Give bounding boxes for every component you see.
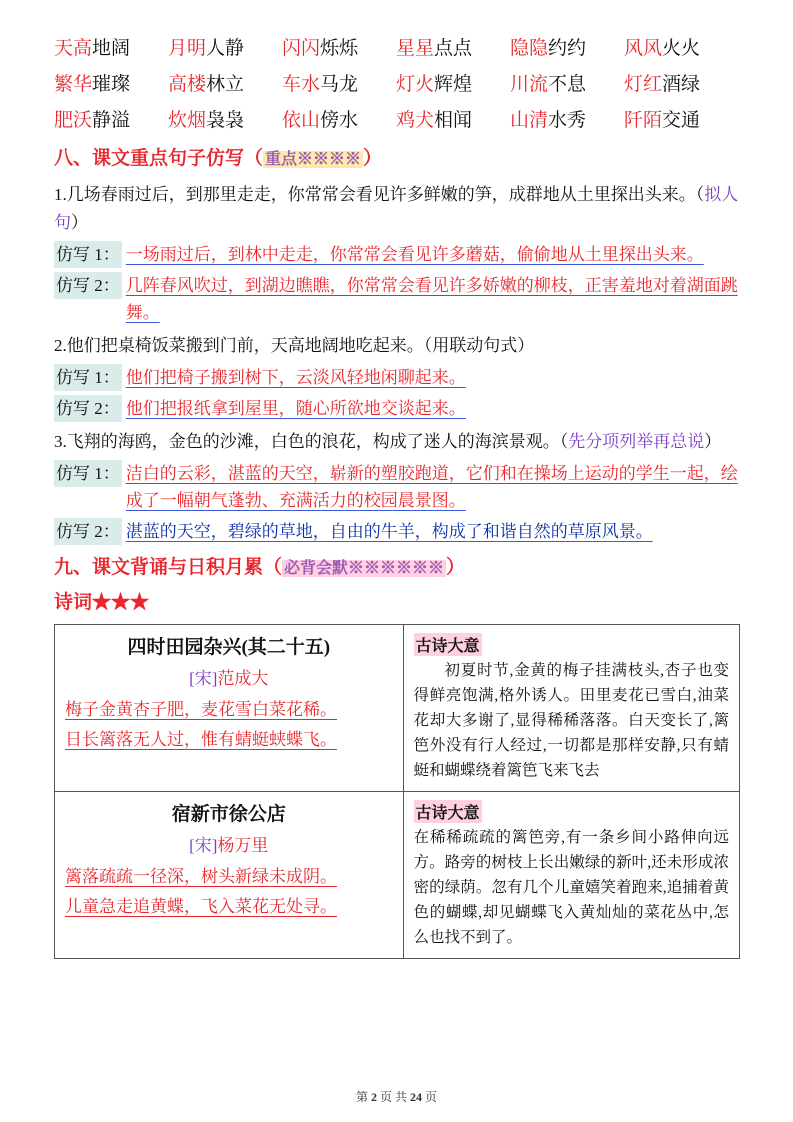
page-footer — [0, 1088, 793, 1105]
section-8-heading-text: 八、课文重点句子仿写（ — [54, 148, 264, 169]
poem-line: 儿童急走追黄蝶，飞入菜花无处寻。 — [65, 897, 337, 916]
section-9-heading-text: 九、课文背诵与日积月累（ — [54, 557, 283, 578]
poem-line: 篱落疏疏一径深，树头新绿未成阴。 — [65, 867, 337, 886]
idiom-item: 隐隐约约 — [510, 38, 587, 59]
exercise-prompt — [54, 181, 740, 237]
poem-table — [54, 624, 740, 959]
poem-author — [65, 665, 393, 693]
poem-cell — [55, 792, 404, 959]
idiom-item: 闪闪烁烁 — [282, 38, 359, 59]
poem-line: 梅子金黄杏子肥，麦花雪白菜花稀。 — [65, 700, 337, 719]
exercise-prompt — [54, 428, 740, 456]
section-8-heading-tag: 重点※※※※ — [265, 151, 362, 168]
footer-prefix: 第 — [355, 1090, 368, 1104]
idiom-item: 繁华璀璨 — [54, 74, 131, 95]
answer-text: 一场雨过后，到林中走走，你常常会看见许多蘑菇，偷偷地从土里探出头来。 — [125, 245, 704, 264]
idiom-item: 鸡犬相闻 — [396, 110, 473, 131]
idiom-item: 天高地阔 — [54, 38, 131, 59]
section-9-heading-suffix: ） — [446, 557, 466, 578]
poem-author — [65, 832, 393, 860]
meaning-title: 古诗大意 — [414, 633, 482, 656]
exercise-prompt — [54, 332, 740, 360]
prompt-type: 拟人句 — [54, 185, 739, 232]
poem-cell — [55, 625, 404, 792]
section-9-subheading: 诗词★★★ — [54, 592, 150, 613]
answer-text: 洁白的云彩，湛蓝的天空，崭新的塑胶跑道，它们和在操场上运动的学生一起，绘成了一幅朝气蓬勃、充满活力的校园晨景图。 — [125, 464, 738, 510]
footer-total-pages: 24 — [410, 1090, 422, 1104]
idiom-item: 依山傍水 — [282, 110, 359, 131]
poem-dynasty: [宋] — [189, 669, 218, 688]
meaning-body: 初夏时节,金黄的梅子挂满枝头,杏子也变得鲜亮饱满,格外诱人。田里麦花已雪白,油菜花却大多谢了,显得稀稀落落。白天变长了,篱笆外没有行人经过,一切都是那样安静,只有蜻蜓和蝴蝶绕着篱笆飞来飞去 — [413, 662, 729, 779]
answer-text: 他们把报纸拿到屋里，随心所欲地交谈起来。 — [125, 399, 466, 418]
poem-dynasty: [宋] — [189, 836, 218, 855]
poem-author-name: 范成大 — [217, 669, 269, 688]
poem-line: 日长篱落无人过，惟有蜻蜓蛱蝶飞。 — [65, 730, 337, 749]
idiom-row — [54, 34, 740, 64]
section-8-heading-suffix: ） — [363, 148, 383, 169]
meaning-title: 古诗大意 — [414, 800, 482, 823]
footer-middle: 页 共 — [379, 1090, 407, 1104]
answer-row — [54, 272, 740, 326]
idiom-row — [54, 70, 740, 100]
idiom-item: 阡陌交通 — [624, 110, 701, 131]
answer-row — [54, 395, 740, 422]
answer-label: 仿写 1： — [54, 241, 122, 268]
idiom-item: 风风火火 — [624, 38, 701, 59]
answer-row — [54, 518, 740, 545]
answer-row — [54, 460, 740, 514]
answer-row — [54, 241, 740, 268]
answer-text: 几阵春风吹过，到湖边瞧瞧，你常常会看见许多娇嫩的柳枝，正害羞地对着湖面跳舞。 — [125, 276, 738, 322]
idiom-item: 月明人静 — [168, 38, 245, 59]
section-9-heading-tag: 必背会默※※※※※※ — [284, 560, 445, 577]
answer-text: 他们把椅子搬到树下，云淡风轻地闲聊起来。 — [125, 368, 466, 387]
prompt-text: 3.飞翔的海鸥，金色的沙滩，白色的浪花，构成了迷人的海滨景观。（ — [54, 432, 569, 451]
idiom-item: 高楼林立 — [168, 74, 245, 95]
poem-author-name: 杨万里 — [217, 836, 269, 855]
answer-row — [54, 364, 740, 391]
idiom-item: 灯红酒绿 — [624, 74, 701, 95]
idiom-item: 星星点点 — [396, 38, 473, 59]
poem-title: 四时田园杂兴(其二十五) — [127, 637, 331, 658]
prompt-end: ） — [71, 213, 88, 232]
answer-label: 仿写 2： — [54, 518, 122, 545]
idiom-item: 车水马龙 — [282, 74, 359, 95]
answer-label: 仿写 1： — [54, 460, 122, 487]
meaning-cell — [403, 625, 739, 792]
idiom-item: 肥沃静溢 — [54, 110, 131, 131]
idiom-row — [54, 106, 740, 136]
meaning-cell — [403, 792, 739, 959]
section-8-heading — [54, 146, 740, 173]
idiom-item: 山清水秀 — [510, 110, 587, 131]
poem-title: 宿新市徐公店 — [171, 804, 286, 825]
answer-label: 仿写 2： — [54, 395, 122, 422]
page-content — [54, 34, 740, 959]
idiom-item: 炊烟袅袅 — [168, 110, 245, 131]
answer-label: 仿写 1： — [54, 364, 122, 391]
idiom-grid — [54, 34, 740, 136]
prompt-text: 1.几场春雨过后，到那里走走，你常常会看见许多鲜嫩的笋，成群地从土里探出头来。（ — [54, 185, 705, 204]
answer-text: 湛蓝的天空，碧绿的草地，自由的牛羊，构成了和谐自然的草原风景。 — [125, 522, 653, 541]
answer-label: 仿写 2： — [54, 272, 122, 299]
idiom-item: 灯火辉煌 — [396, 74, 473, 95]
footer-suffix: 页 — [425, 1090, 438, 1104]
table-row — [55, 792, 740, 959]
footer-page-number: 2 — [370, 1090, 377, 1104]
meaning-body: 在稀稀疏疏的篱笆旁,有一条乡间小路伸向远方。路旁的树枝上长出嫩绿的新叶,还未形成浓密的绿荫。忽有几个儿童嬉笑着跑来,追捕着黄色的蝴蝶,却见蝴蝶飞入黄灿灿的菜花丛中,怎么也找不到了。 — [413, 829, 729, 946]
table-row — [55, 625, 740, 792]
prompt-end: ） — [704, 432, 722, 451]
section-9-heading — [54, 555, 740, 582]
prompt-type: 先分项列举再总说 — [568, 432, 705, 451]
prompt-text: 2.他们把桌椅饭菜搬到门前，天高地阔地吃起来。（用联动句式） — [54, 336, 535, 355]
idiom-item: 川流不息 — [510, 74, 587, 95]
